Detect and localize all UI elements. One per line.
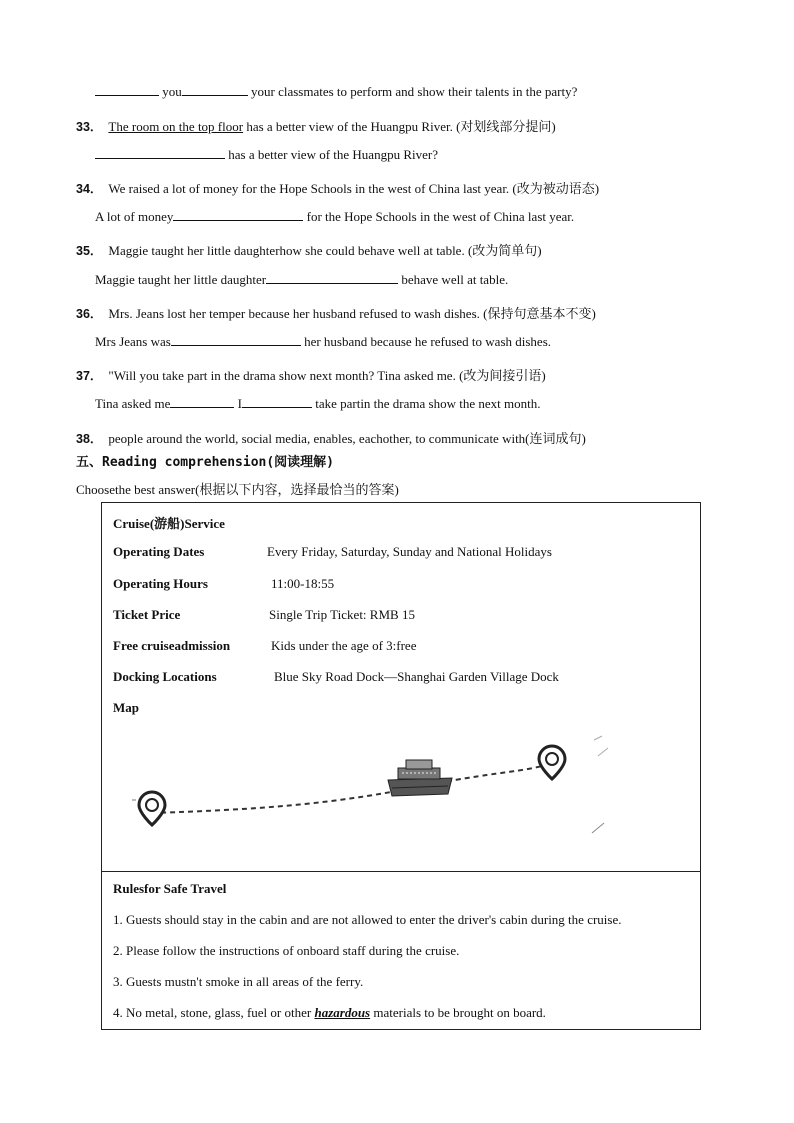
rule-item: 1. Guests should stay in the cabin and are not allowed to enter the driver's cabin during the cruise. xyxy=(113,912,622,927)
answer-blank[interactable] xyxy=(95,147,225,159)
info-value-dates: Every Friday, Saturday, Sunday and National Holidays xyxy=(267,544,552,559)
rules-title: Rulesfor Safe Travel xyxy=(113,881,227,896)
cruise-title: Cruise(游船)Service xyxy=(113,516,225,531)
ship-icon xyxy=(388,760,452,796)
map-label: Map xyxy=(113,700,139,715)
route-map xyxy=(122,728,632,848)
info-row-hours: Operating Hours xyxy=(113,576,208,591)
route-line xyxy=(152,763,552,813)
info-row-dates: Operating Dates xyxy=(113,544,205,559)
q38-prompt: 38． people around the world, social media, enables, eachother, to communicate with(连词成句) xyxy=(76,431,586,446)
answer-blank[interactable] xyxy=(173,209,303,221)
q34-answer-line: A lot of money for the Hope Schools in the west of China last year. xyxy=(95,209,575,224)
rules-box xyxy=(101,871,701,1030)
q33-prompt: 33． The room on the top floor has a better view of the Huangpu River. (对划线部分提问) xyxy=(76,119,556,134)
info-value-hours: 11:00-18:55 xyxy=(271,576,335,591)
rule-item: 3. Guests mustn't smoke in all areas of the ferry. xyxy=(113,974,364,989)
q37-answer-line: Tina asked me I take partin the drama show the next month. xyxy=(95,396,541,411)
q36-answer-line: Mrs Jeans was her husband because he refused to wash dishes. xyxy=(95,334,552,349)
cruise-info-box xyxy=(101,502,701,872)
end-dock-pin-icon xyxy=(539,746,565,779)
info-value-free-admission: Kids under the age of 3:free xyxy=(271,638,417,653)
info-row-price: Ticket Price xyxy=(113,607,181,622)
q35-prompt: 35． Maggie taught her little daughterhow she could behave well at table. (改为简单句) xyxy=(76,243,542,258)
q32-answer-line: you your classmates to perform and show their talents in the party? xyxy=(95,84,577,100)
hazardous-keyword: hazardous xyxy=(314,1005,371,1020)
info-row-docking: Docking Locations xyxy=(113,669,217,684)
answer-blank[interactable] xyxy=(171,334,301,346)
q33-answer-line: has a better view of the Huangpu River? xyxy=(95,147,438,163)
q34-prompt: 34． We raised a lot of money for the Hope Schools in the west of China last year. (改为被动语态) xyxy=(76,181,600,196)
q35-answer-line: Maggie taught her little daughter behave well at table. xyxy=(95,272,509,287)
answer-blank[interactable] xyxy=(242,396,312,408)
section-title: 五、Reading comprehension(阅读理解) xyxy=(76,455,335,470)
info-row-free-admission: Free cruiseadmission xyxy=(113,638,231,653)
answer-blank[interactable] xyxy=(170,396,234,408)
rule-item: 4. No metal, stone, glass, fuel or other hazardous materials to be brought on board. xyxy=(113,1005,546,1020)
rule-item: 2. Please follow the instructions of onboard staff during the cruise. xyxy=(113,943,460,958)
underlined-phrase: The room on the top floor xyxy=(108,119,244,134)
info-value-price: Single Trip Ticket: RMB 15 xyxy=(269,607,415,622)
answer-blank[interactable] xyxy=(182,84,248,96)
start-dock-pin-icon xyxy=(132,792,165,825)
info-value-docking: Blue Sky Road Dock—Shanghai Garden Village Dock xyxy=(274,669,559,684)
section-instruction: Choosethe best answer(根据以下内容，选择最恰当的答案) xyxy=(76,482,399,497)
answer-blank[interactable] xyxy=(95,84,159,96)
answer-blank[interactable] xyxy=(266,272,398,284)
q36-prompt: 36． Mrs. Jeans lost her temper because her husband refused to wash dishes. (保持句意基本不变) xyxy=(76,306,596,321)
q37-prompt: 37． "Will you take part in the drama show next month? Tina asked me. (改为间接引语) xyxy=(76,368,546,383)
